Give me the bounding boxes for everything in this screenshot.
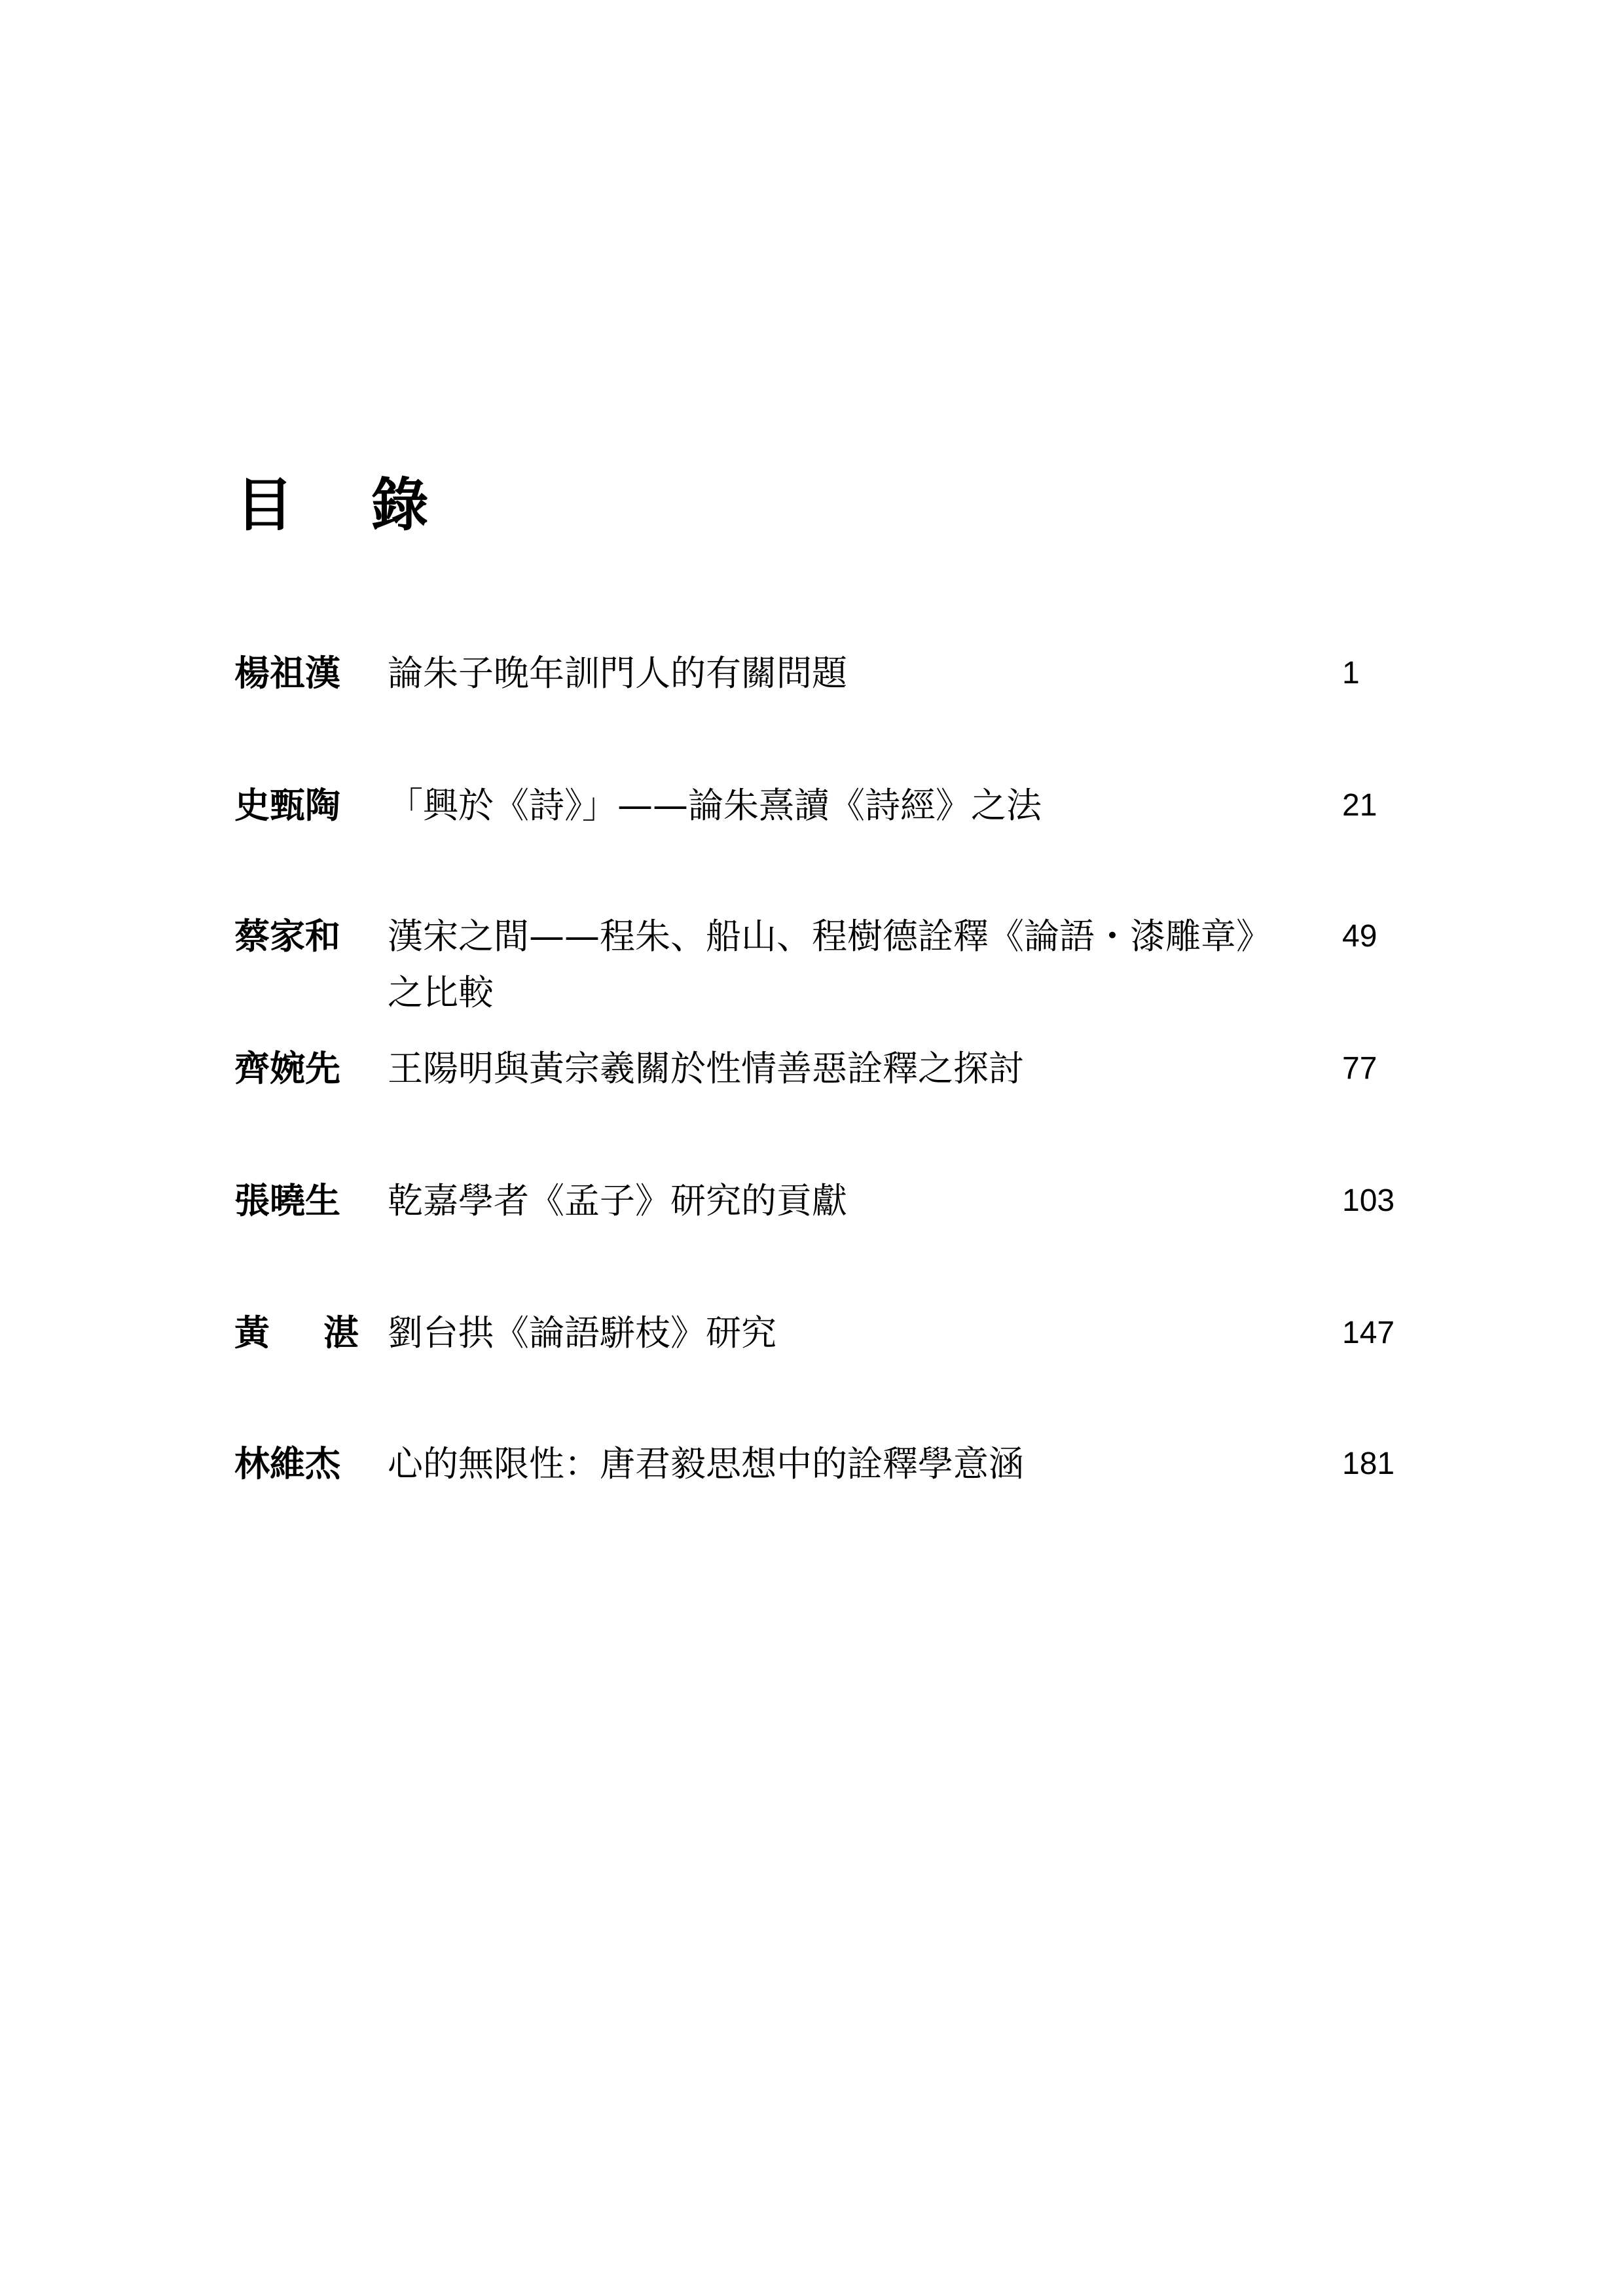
toc-author-part: 黃	[234, 1312, 270, 1354]
toc-title	[388, 1041, 1337, 1097]
toc-author	[234, 1436, 359, 1492]
toc-title-line: 漢宋之間——程朱、船山、程樹德詮釋《論語・漆雕章》	[388, 916, 1271, 957]
toc-page-number: 21	[1342, 788, 1377, 823]
toc-title-line: 乾嘉學者《孟子》研究的貢獻	[388, 1180, 847, 1221]
toc-title	[388, 1436, 1337, 1492]
toc-author-text: 齊婉先	[234, 1048, 340, 1089]
toc-author-text: 林維杰	[234, 1443, 340, 1484]
toc-author	[234, 908, 359, 965]
page-title: 目 錄	[236, 471, 458, 539]
toc-author	[234, 645, 359, 702]
toc-title-line: 論朱子晚年訓門人的有關問題	[388, 653, 847, 694]
toc-page-number: 77	[1342, 1051, 1377, 1086]
toc-author	[234, 1305, 359, 1361]
toc-author	[234, 778, 359, 834]
toc-page-number: 103	[1342, 1183, 1395, 1218]
toc-title	[388, 778, 1337, 834]
toc-title	[388, 1305, 1337, 1361]
toc-title	[388, 1173, 1337, 1229]
toc-page-number: 181	[1342, 1446, 1395, 1481]
toc-title-line: 王陽明與黃宗羲關於性情善惡詮釋之探討	[388, 1048, 1024, 1089]
toc-author-text: 張曉生	[234, 1180, 340, 1221]
toc-title-line: 心的無限性：唐君毅思想中的詮釋學意涵	[388, 1443, 1024, 1484]
toc-page-number: 49	[1342, 919, 1377, 954]
toc-title	[388, 645, 1337, 702]
toc-author-text: 史甄陶	[234, 785, 340, 826]
toc-page-number: 1	[1342, 656, 1360, 691]
toc-author-text: 楊祖漢	[234, 653, 340, 694]
toc-author-part: 湛	[323, 1312, 359, 1354]
toc-title-line: 劉台拱《論語駢枝》研究	[388, 1312, 776, 1354]
toc-page-number: 147	[1342, 1316, 1395, 1350]
toc-title	[388, 908, 1337, 1021]
toc-title-line: 「興於《詩》」——論朱熹讀《詩經》之法	[388, 785, 1042, 826]
toc-author	[234, 1041, 359, 1097]
toc-author	[234, 1173, 359, 1229]
toc-title-line: 之比較	[388, 972, 494, 1013]
toc-author-text: 蔡家和	[234, 916, 340, 957]
